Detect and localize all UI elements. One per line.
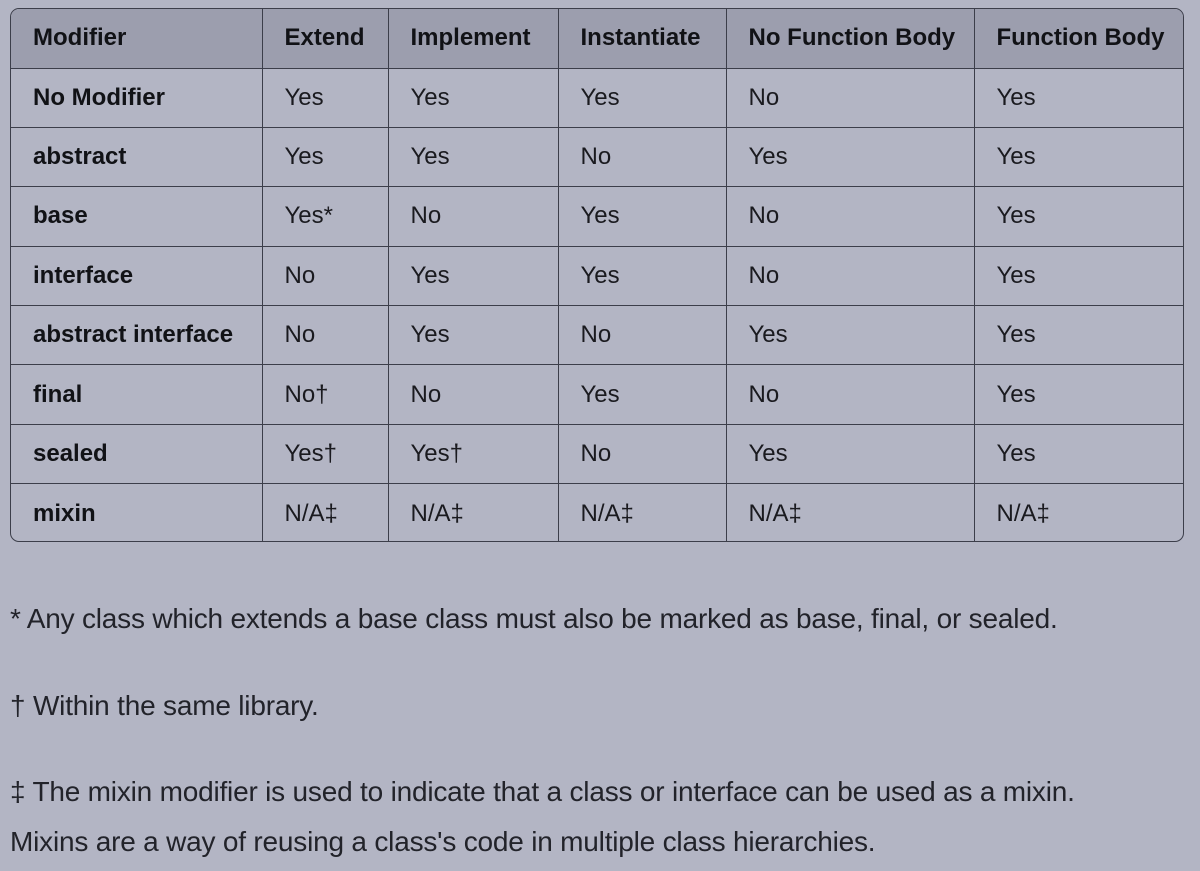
table-cell: Yes xyxy=(726,306,974,365)
footnote-double-dagger: ‡ The mixin modifier is used to indicate that a class or interface can be used as a mixin. xyxy=(10,776,1075,807)
table-cell: N/A‡ xyxy=(262,484,388,542)
table-row xyxy=(11,306,1184,365)
table-cell: No xyxy=(726,246,974,305)
table-cell: Yes xyxy=(388,68,558,127)
column-header-instantiate: Instantiate xyxy=(558,9,726,68)
table-cell: Yes xyxy=(262,127,388,186)
column-header-function-body: Function Body xyxy=(974,9,1184,68)
table-row xyxy=(11,127,1184,186)
table-cell: N/A‡ xyxy=(974,484,1184,542)
table-row xyxy=(11,187,1184,246)
table-cell: Yes xyxy=(558,246,726,305)
column-header-implement: Implement xyxy=(388,9,558,68)
column-header-modifier: Modifier xyxy=(11,9,262,68)
table-row xyxy=(11,484,1184,542)
table-row xyxy=(11,365,1184,424)
table-cell: No xyxy=(262,246,388,305)
table-cell: Yes xyxy=(974,365,1184,424)
row-header-cell: abstract xyxy=(11,127,262,186)
table-cell: Yes xyxy=(388,246,558,305)
table-cell: N/A‡ xyxy=(558,484,726,542)
modifier-table xyxy=(11,9,1184,542)
table-cell: Yes xyxy=(726,127,974,186)
footnote-star: * Any class which extends a base class must also be marked as base, final, or sealed. xyxy=(10,603,1058,634)
table-cell: Yes xyxy=(388,306,558,365)
row-header-cell: final xyxy=(11,365,262,424)
table-cell: Yes xyxy=(974,306,1184,365)
column-header-extend: Extend xyxy=(262,9,388,68)
table-row xyxy=(11,424,1184,483)
footnote-dagger: † Within the same library. xyxy=(10,690,319,721)
table-cell: No† xyxy=(262,365,388,424)
table-cell: Yes xyxy=(974,424,1184,483)
table-cell: Yes† xyxy=(262,424,388,483)
table-cell: Yes xyxy=(726,424,974,483)
table-row xyxy=(11,246,1184,305)
table-cell: No xyxy=(726,187,974,246)
table-cell: Yes† xyxy=(388,424,558,483)
row-header-cell: interface xyxy=(11,246,262,305)
table-cell: No xyxy=(726,365,974,424)
column-header-no-function-body: No Function Body xyxy=(726,9,974,68)
table-cell: Yes xyxy=(388,127,558,186)
table-cell: No xyxy=(558,424,726,483)
row-header-cell: abstract interface xyxy=(11,306,262,365)
table-cell: No xyxy=(388,187,558,246)
table-cell: Yes xyxy=(974,127,1184,186)
table-cell: Yes xyxy=(974,187,1184,246)
table-cell: Yes xyxy=(558,68,726,127)
footnote-double-dagger-continued: Mixins are a way of reusing a class's code in multiple class hierarchies. xyxy=(10,826,876,857)
table-cell: Yes xyxy=(558,187,726,246)
table-cell: Yes xyxy=(558,365,726,424)
table-cell: No xyxy=(388,365,558,424)
table-cell: Yes xyxy=(262,68,388,127)
row-header-cell: No Modifier xyxy=(11,68,262,127)
table-cell: Yes xyxy=(974,68,1184,127)
row-header-cell: sealed xyxy=(11,424,262,483)
table-cell: No xyxy=(726,68,974,127)
table-cell: N/A‡ xyxy=(726,484,974,542)
table-cell: No xyxy=(558,306,726,365)
row-header-cell: mixin xyxy=(11,484,262,542)
table-cell: Yes* xyxy=(262,187,388,246)
table-cell: No xyxy=(262,306,388,365)
table-cell: N/A‡ xyxy=(388,484,558,542)
table-cell: No xyxy=(558,127,726,186)
table-row xyxy=(11,68,1184,127)
table-cell: Yes xyxy=(974,246,1184,305)
table-header-row xyxy=(11,9,1184,68)
modifier-table-container xyxy=(10,8,1184,542)
row-header-cell: base xyxy=(11,187,262,246)
